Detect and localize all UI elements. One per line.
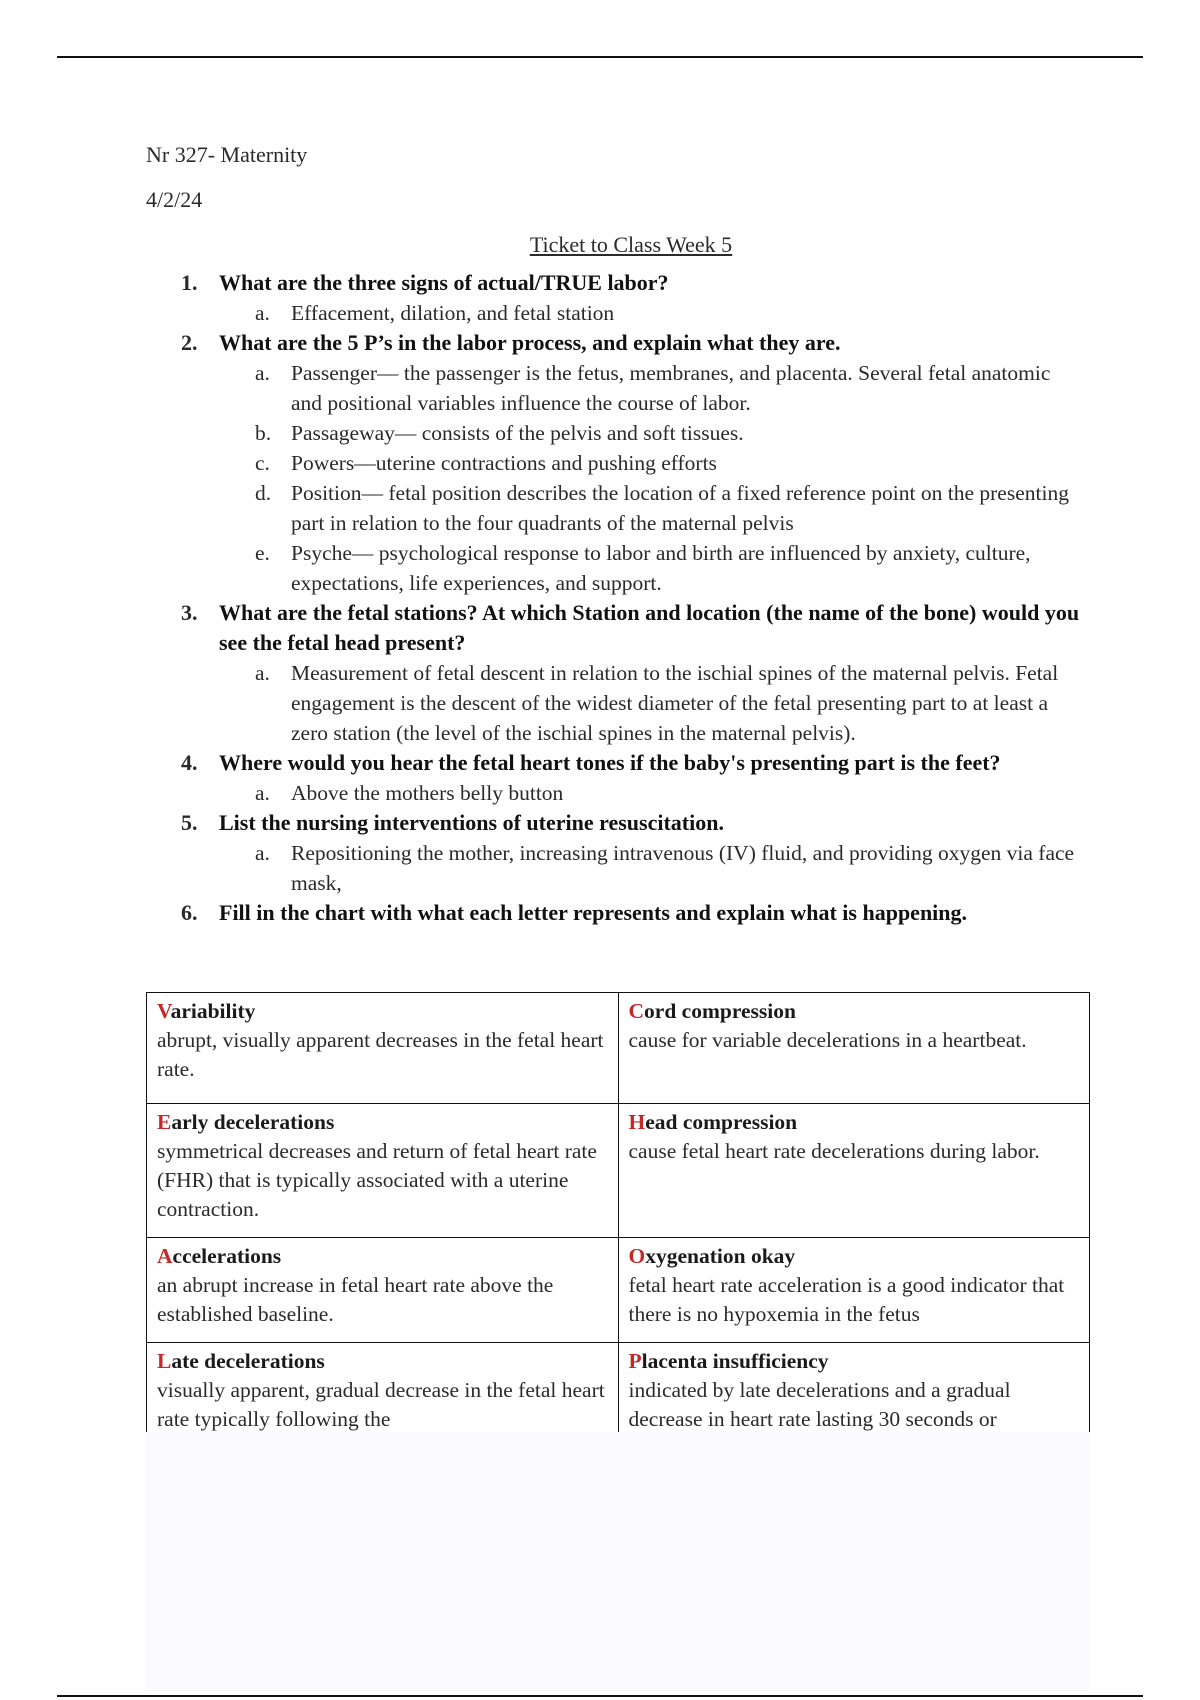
chart-term-initial: V — [157, 999, 171, 1023]
chart-term-rest: arly decelerations — [171, 1110, 335, 1134]
chart-term-rest: ead compression — [645, 1110, 798, 1134]
chart-cell-right — [618, 1104, 1090, 1238]
answer-list — [219, 358, 1096, 598]
chart-term-initial: P — [628, 1349, 642, 1373]
chart-description: fetal heart rate acceleration is a good indicator that there is no hypoxemia in the fetus — [628, 1273, 1065, 1326]
chart-term — [157, 1242, 608, 1271]
answer-item — [219, 838, 1076, 898]
top-rule — [57, 56, 1143, 58]
chart-term-rest: xygenation okay — [645, 1244, 796, 1268]
chart-description: visually apparent, gradual decrease in the fetal heart rate typically following the — [157, 1378, 605, 1431]
chart-description: abrupt, visually apparent decreases in the fetal heart rate. — [157, 1028, 604, 1081]
chart-description: cause fetal heart rate decelerations during labor. — [628, 1139, 1040, 1163]
chart-row — [147, 1104, 1090, 1238]
answer-text: Repositioning the mother, increasing intravenous (IV) fluid, and providing oxygen via face mask, — [291, 841, 1075, 895]
chart-cell-left — [147, 1343, 619, 1435]
chart-term-rest: ord compression — [644, 999, 796, 1023]
answer-letter: b. — [255, 421, 272, 445]
question-number: 6. — [181, 900, 198, 925]
chart-term-initial: L — [157, 1349, 172, 1373]
chart-cell-left — [147, 993, 619, 1104]
question-text: List the nursing interventions of uterine resuscitation. — [219, 810, 724, 835]
chart-description: symmetrical decreases and return of fetal heart rate (FHR) that is typically associated with a uterine contraction. — [157, 1139, 597, 1221]
answer-item — [219, 478, 1076, 538]
answer-letter: d. — [255, 481, 272, 505]
question-number: 1. — [181, 270, 198, 295]
question-item — [146, 898, 1096, 928]
chart-cell-right — [618, 993, 1090, 1104]
chart-term-initial: E — [157, 1110, 172, 1134]
answer-item — [219, 298, 1076, 328]
chart-term-rest: ate decelerations — [171, 1349, 325, 1373]
answer-list — [219, 658, 1096, 748]
chart-description: an abrupt increase in fetal heart rate above the established baseline. — [157, 1273, 554, 1326]
chart-term — [629, 1242, 1080, 1271]
question-item — [146, 748, 1096, 808]
question-number: 2. — [181, 330, 198, 355]
answer-list — [219, 838, 1096, 898]
answer-text: Psyche— psychological response to labor and birth are influenced by anxiety, culture, expectations, life experiences, and support. — [291, 541, 1031, 595]
answer-letter: c. — [255, 451, 270, 475]
question-text: What are the fetal stations? At which Station and location (the name of the bone) would you see the fetal head present? — [219, 600, 1080, 655]
answer-letter: a. — [255, 661, 270, 685]
answer-list — [219, 778, 1096, 808]
fetal-heart-rate-chart — [146, 992, 1090, 1435]
answer-letter: a. — [255, 301, 270, 325]
question-item — [146, 328, 1096, 598]
chart-term-initial: O — [628, 1244, 646, 1268]
chart-term — [157, 1347, 608, 1376]
answer-letter: e. — [255, 541, 270, 565]
chart-cell-right — [618, 1343, 1090, 1435]
chart-row — [147, 993, 1090, 1104]
question-item — [146, 598, 1096, 748]
question-item — [146, 808, 1096, 898]
chart-description: cause for variable decelerations in a heartbeat. — [628, 1028, 1027, 1052]
answer-item — [219, 658, 1076, 748]
chart-term-rest: lacenta insufficiency — [641, 1349, 829, 1373]
bottom-rule — [57, 1695, 1143, 1697]
question-text: Where would you hear the fetal heart tones if the baby's presenting part is the feet? — [219, 750, 1001, 775]
answer-text: Measurement of fetal descent in relation to the ischial spines of the maternal pelvis. Fetal engagement is the descent of the widest diameter of the fetal presenting part to at least a zero station (the level of the ischial spines in the maternal pelvis). — [291, 661, 1059, 745]
question-text: What are the 5 P’s in the labor process, and explain what they are. — [219, 330, 841, 355]
answer-text: Above the mothers belly button — [291, 781, 564, 805]
chart-term-rest: ariability — [170, 999, 256, 1023]
chart-cell-left — [147, 1238, 619, 1343]
document-body — [146, 140, 1096, 928]
page-title: Ticket to Class Week 5 — [529, 232, 733, 257]
chart-row — [147, 1238, 1090, 1343]
answer-letter: a. — [255, 361, 270, 385]
answer-list — [219, 298, 1096, 328]
chart-row — [147, 1343, 1090, 1435]
chart-term — [629, 997, 1080, 1026]
chart-term-initial: A — [157, 1244, 173, 1268]
chart-term-initial: C — [628, 999, 645, 1023]
page-fade-area — [146, 1432, 1090, 1692]
question-text: Fill in the chart with what each letter represents and explain what is happening. — [219, 900, 968, 925]
chart-term — [629, 1347, 1080, 1376]
chart-description: indicated by late decelerations and a gradual decrease in heart rate lasting 30 seconds or — [628, 1378, 1011, 1431]
question-number: 3. — [181, 600, 198, 625]
chart-term-initial: H — [628, 1110, 646, 1134]
chart-cell-left — [147, 1104, 619, 1238]
course-title: Nr 327- Maternity — [146, 142, 308, 167]
answer-item — [219, 538, 1076, 598]
question-number: 4. — [181, 750, 198, 775]
chart-term-rest: ccelerations — [172, 1244, 282, 1268]
question-text: What are the three signs of actual/TRUE labor? — [219, 270, 669, 295]
document-date: 4/2/24 — [146, 187, 203, 212]
question-list — [146, 268, 1096, 928]
answer-text: Effacement, dilation, and fetal station — [291, 301, 615, 325]
chart-term — [157, 1108, 608, 1137]
answer-text: Passenger— the passenger is the fetus, membranes, and placenta. Several fetal anatomic and positional variables influence the course of labor. — [291, 361, 1051, 415]
answer-item — [219, 778, 1076, 808]
question-number: 5. — [181, 810, 198, 835]
answer-text: Position— fetal position describes the location of a fixed reference point on the presenting part in relation to the four quadrants of the maternal pelvis — [291, 481, 1069, 535]
chart-term — [157, 997, 608, 1026]
answer-letter: a. — [255, 781, 270, 805]
chart-term — [629, 1108, 1080, 1137]
answer-text: Passageway— consists of the pelvis and soft tissues. — [291, 421, 744, 445]
chart-cell-right — [618, 1238, 1090, 1343]
answer-item — [219, 358, 1076, 418]
question-item — [146, 268, 1096, 328]
answer-item — [219, 418, 1076, 448]
answer-item — [219, 448, 1076, 478]
answer-letter: a. — [255, 841, 270, 865]
answer-text: Powers—uterine contractions and pushing efforts — [291, 451, 717, 475]
